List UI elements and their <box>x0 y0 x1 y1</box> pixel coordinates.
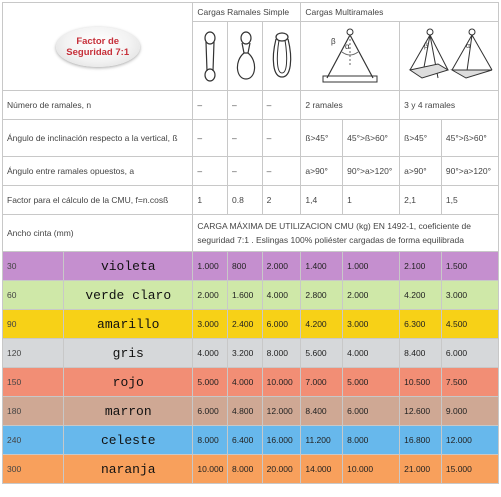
value-cell: 15.000 <box>441 455 498 484</box>
row-angulo <box>3 157 499 186</box>
width-cell: 180 <box>3 397 64 426</box>
table-row <box>3 310 499 339</box>
table-row <box>3 252 499 281</box>
cell: 1 <box>343 186 400 215</box>
data-body <box>3 252 499 484</box>
value-cell: 4.000 <box>343 339 400 368</box>
value-cell: 9.000 <box>441 397 498 426</box>
width-cell: 30 <box>3 252 64 281</box>
width-cell: 240 <box>3 426 64 455</box>
value-cell: 12.600 <box>400 397 442 426</box>
value-cell: 2.400 <box>228 310 263 339</box>
value-cell: 12.000 <box>262 397 301 426</box>
cell: 1,5 <box>441 186 498 215</box>
cell: – <box>262 157 301 186</box>
two-leg-cell <box>301 22 400 91</box>
sling-vertical-cell <box>193 22 228 91</box>
label-inclinacion: Ángulo de inclinación respecto a la vertical, ß <box>3 120 193 157</box>
table-row <box>3 426 499 455</box>
table-row <box>3 339 499 368</box>
value-cell: 1.400 <box>301 252 343 281</box>
value-cell: 5.000 <box>193 368 228 397</box>
value-cell: 800 <box>228 252 263 281</box>
value-cell: 3.200 <box>228 339 263 368</box>
cell: 2 <box>262 186 301 215</box>
value-cell: 10.000 <box>343 455 400 484</box>
cell: a>90° <box>400 157 442 186</box>
color-name-cell: rojo <box>64 368 193 397</box>
value-cell: 5.600 <box>301 339 343 368</box>
two-leg-diagram-icon <box>315 26 385 86</box>
cell: – <box>193 157 228 186</box>
row-factor <box>3 186 499 215</box>
value-cell: 6.000 <box>193 397 228 426</box>
beta-label: β <box>331 37 336 46</box>
value-cell: 2.000 <box>262 252 301 281</box>
value-cell: 8.000 <box>343 426 400 455</box>
value-cell: 6.000 <box>441 339 498 368</box>
width-cell: 90 <box>3 310 64 339</box>
width-cell: 150 <box>3 368 64 397</box>
cell: 3 y 4 ramales <box>400 91 499 120</box>
value-cell: 8.000 <box>228 455 263 484</box>
cmu-description: CARGA MÁXIMA DE UTILIZACION CMU (kg) EN 1492-1, coeficiente de seguridad 7:1 . Eslingas 100% poliéster cargadas de forma equilibrada <box>193 215 499 252</box>
value-cell: 4.000 <box>193 339 228 368</box>
value-cell: 6.000 <box>343 397 400 426</box>
cell: 1,4 <box>301 186 343 215</box>
header-simple: Cargas Ramales Simple <box>193 3 301 22</box>
header-multi: Cargas Multiramales <box>301 3 499 22</box>
value-cell: 3.000 <box>193 310 228 339</box>
value-cell: 4.200 <box>301 310 343 339</box>
value-cell: 6.300 <box>400 310 442 339</box>
cmu-table <box>2 2 499 484</box>
value-cell: 16.000 <box>262 426 301 455</box>
cell: 45°>ß>60° <box>343 120 400 157</box>
sling-vertical-icon <box>199 29 221 83</box>
value-cell: 8.400 <box>400 339 442 368</box>
color-name-cell: verde claro <box>64 281 193 310</box>
sling-choker-cell <box>228 22 263 91</box>
value-cell: 2.000 <box>193 281 228 310</box>
sling-choker-icon <box>232 29 260 83</box>
cell: 90°>a>120° <box>441 157 498 186</box>
value-cell: 14.000 <box>301 455 343 484</box>
value-cell: 4.500 <box>441 310 498 339</box>
cell: – <box>262 120 301 157</box>
cell: a>90° <box>301 157 343 186</box>
value-cell: 2.800 <box>301 281 343 310</box>
width-cell: 120 <box>3 339 64 368</box>
cell: – <box>228 120 263 157</box>
value-cell: 8.000 <box>262 339 301 368</box>
value-cell: 8.400 <box>301 397 343 426</box>
alpha-label-2: α <box>466 43 471 50</box>
badge-line2: Seguridad 7:1 <box>66 46 130 58</box>
value-cell: 7.000 <box>301 368 343 397</box>
label-angulo: Ángulo entre ramales opuestos, a <box>3 157 193 186</box>
value-cell: 10.000 <box>193 455 228 484</box>
badge-cell <box>3 3 193 91</box>
value-cell: 2.000 <box>343 281 400 310</box>
value-cell: 2.100 <box>400 252 442 281</box>
value-cell: 3.000 <box>343 310 400 339</box>
value-cell: 6.000 <box>262 310 301 339</box>
cell: 1 <box>193 186 228 215</box>
value-cell: 16.800 <box>400 426 442 455</box>
value-cell: 1.600 <box>228 281 263 310</box>
table-row <box>3 397 499 426</box>
table-row <box>3 281 499 310</box>
value-cell: 12.000 <box>441 426 498 455</box>
cell: 0.8 <box>228 186 263 215</box>
color-name-cell: celeste <box>64 426 193 455</box>
cell: 2,1 <box>400 186 442 215</box>
alpha-label: α <box>345 42 350 51</box>
cell: – <box>193 120 228 157</box>
row-ramales <box>3 91 499 120</box>
label-ancho: Ancho cinta (mm) <box>3 215 193 252</box>
value-cell: 6.400 <box>228 426 263 455</box>
table-row <box>3 455 499 484</box>
color-name-cell: amarillo <box>64 310 193 339</box>
cell: – <box>262 91 301 120</box>
table-row <box>3 368 499 397</box>
label-ramales: Número de ramales, n <box>3 91 193 120</box>
cell: 45°>ß>60° <box>441 120 498 157</box>
sling-basket-icon <box>267 29 297 83</box>
value-cell: 10.500 <box>400 368 442 397</box>
beta-label-2: β <box>424 43 429 50</box>
row-ancho <box>3 215 499 252</box>
cell: – <box>228 91 263 120</box>
value-cell: 3.000 <box>441 281 498 310</box>
value-cell: 4.000 <box>262 281 301 310</box>
multi-leg-diagram-icon <box>404 26 496 86</box>
row-inclinacion <box>3 120 499 157</box>
cell: ß>45° <box>400 120 442 157</box>
color-name-cell: violeta <box>64 252 193 281</box>
value-cell: 5.000 <box>343 368 400 397</box>
safety-factor-badge <box>56 27 140 67</box>
sling-basket-cell <box>262 22 301 91</box>
width-cell: 300 <box>3 455 64 484</box>
width-cell: 60 <box>3 281 64 310</box>
cell: ß>45° <box>301 120 343 157</box>
value-cell: 4.200 <box>400 281 442 310</box>
cell: – <box>193 91 228 120</box>
value-cell: 7.500 <box>441 368 498 397</box>
cell: 90°>a>120° <box>343 157 400 186</box>
badge-line1: Factor de <box>76 35 120 47</box>
value-cell: 10.000 <box>262 368 301 397</box>
value-cell: 8.000 <box>193 426 228 455</box>
color-name-cell: gris <box>64 339 193 368</box>
cell: – <box>228 157 263 186</box>
value-cell: 1.500 <box>441 252 498 281</box>
cell: 2 ramales <box>301 91 400 120</box>
color-name-cell: marron <box>64 397 193 426</box>
value-cell: 4.800 <box>228 397 263 426</box>
value-cell: 1.000 <box>343 252 400 281</box>
label-factor: Factor para el cálculo de la CMU, f=n.cosß <box>3 186 193 215</box>
value-cell: 20.000 <box>262 455 301 484</box>
value-cell: 21.000 <box>400 455 442 484</box>
value-cell: 11.200 <box>301 426 343 455</box>
multi-leg-cell <box>400 22 499 91</box>
color-name-cell: naranja <box>64 455 193 484</box>
value-cell: 4.000 <box>228 368 263 397</box>
value-cell: 1.000 <box>193 252 228 281</box>
